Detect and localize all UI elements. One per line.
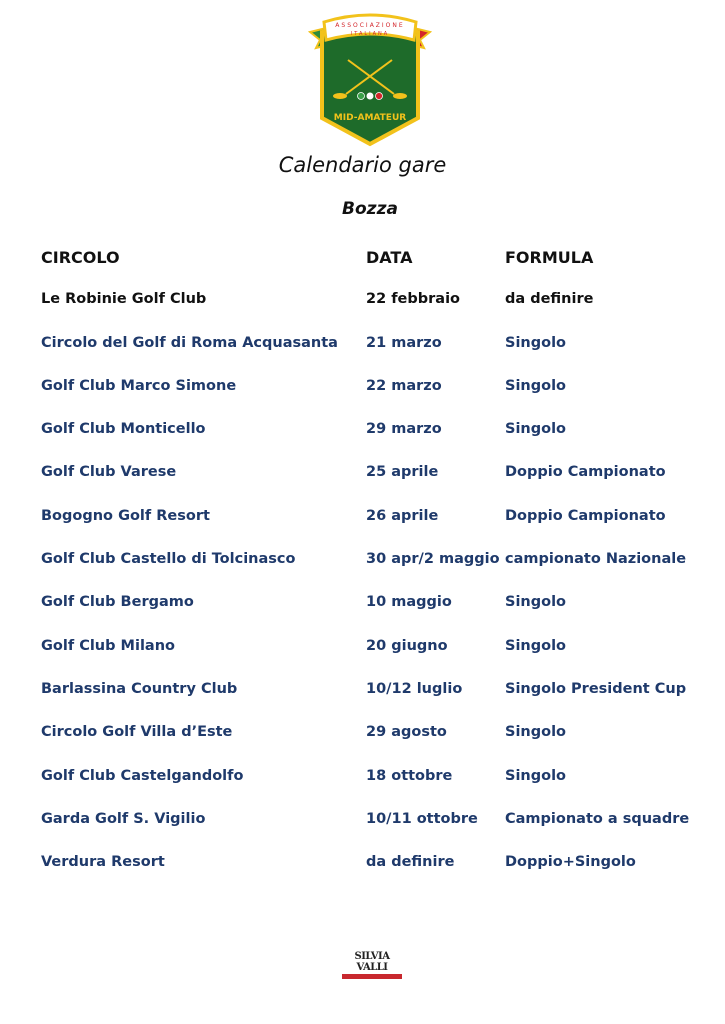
page-title: Calendario gare (278, 153, 447, 177)
cell-format: Singolo (505, 377, 567, 394)
table-header (41, 248, 701, 291)
cell-date: 22 febbraio (366, 291, 460, 308)
cell-club: Golf Club Milano (41, 637, 175, 654)
cell-date: 21 marzo (366, 334, 442, 351)
logo-name: MID-AMATEUR (333, 113, 407, 123)
cell-date: 29 agosto (366, 724, 447, 741)
cell-date: 29 marzo (366, 421, 442, 438)
cell-club: Circolo del Golf di Roma Acquasanta (41, 334, 338, 351)
header-format: FORMULA (505, 248, 594, 267)
cell-format: Singolo (505, 421, 567, 438)
cell-club: Circolo Golf Villa d’Este (41, 724, 233, 741)
white-ball-icon (367, 93, 374, 100)
cell-date: 26 aprile (366, 507, 439, 524)
table-row (41, 551, 701, 594)
cell-date: 20 giugno (366, 637, 448, 654)
table-row (41, 464, 701, 507)
cell-format: Singolo (505, 767, 567, 784)
svg-text:ASSOCIAZIONE: ASSOCIAZIONE (335, 22, 405, 29)
footer-brand: SILVIA VALLI (354, 951, 390, 973)
cell-club: Golf Club Castello di Tolcinasco (41, 551, 296, 568)
cell-club: Golf Club Varese (41, 464, 177, 481)
table-row (41, 508, 701, 551)
cell-date: 22 marzo (366, 377, 442, 394)
cell-format: Doppio Campionato (505, 464, 666, 481)
header-date: DATA (366, 248, 413, 267)
red-ball-icon (376, 93, 383, 100)
cell-club: Golf Club Monticello (41, 421, 206, 438)
cell-club: Garda Golf S. Vigilio (41, 810, 206, 827)
cell-date: da definire (366, 854, 455, 871)
cell-club: Golf Club Bergamo (41, 594, 194, 611)
cell-date: 18 ottobre (366, 767, 453, 784)
green-ball-icon (358, 93, 365, 100)
cell-format: da definire (505, 291, 594, 308)
cell-format: Singolo (505, 334, 567, 351)
table-row (41, 335, 701, 378)
table-row (41, 594, 701, 637)
cell-format: Singolo (505, 637, 567, 654)
cell-date: 30 apr/2 maggio (366, 551, 500, 568)
svg-text:ITALIANA: ITALIANA (350, 31, 390, 37)
cell-club: Le Robinie Golf Club (41, 291, 207, 308)
table-row (41, 421, 701, 464)
cell-club: Bogogno Golf Resort (41, 507, 210, 524)
cell-format: Campionato a squadre (505, 810, 690, 827)
table-row (41, 291, 701, 334)
table-row (41, 378, 701, 421)
events-table (41, 248, 701, 897)
table-row (41, 724, 701, 767)
cell-format: Singolo President Cup (505, 680, 687, 697)
cell-date: 10/11 ottobre (366, 810, 478, 827)
cell-date: 10/12 luglio (366, 680, 463, 697)
table-row (41, 768, 701, 811)
cell-club: Golf Club Castelgandolfo (41, 767, 244, 784)
table-row (41, 638, 701, 681)
cell-club: Barlassina Country Club (41, 680, 238, 697)
header-club: CIRCOLO (41, 248, 120, 267)
footer-brand-logo (342, 951, 402, 973)
cell-date: 25 aprile (366, 464, 439, 481)
page-subtitle: Bozza (342, 199, 398, 219)
cell-format: Doppio+Singolo (505, 854, 636, 871)
cell-format: Singolo (505, 594, 567, 611)
table-row (41, 811, 701, 854)
cell-format: Doppio Campionato (505, 507, 666, 524)
cell-date: 10 maggio (366, 594, 452, 611)
table-row (41, 681, 701, 724)
cell-club: Verdura Resort (41, 854, 165, 871)
shield-icon (322, 25, 418, 144)
cell-format: campionato Nazionale (505, 551, 687, 568)
footer-brand-bar (342, 974, 402, 979)
cell-format: Singolo (505, 724, 567, 741)
cell-club: Golf Club Marco Simone (41, 377, 237, 394)
mid-amateur-logo (308, 10, 432, 148)
table-row (41, 854, 701, 897)
